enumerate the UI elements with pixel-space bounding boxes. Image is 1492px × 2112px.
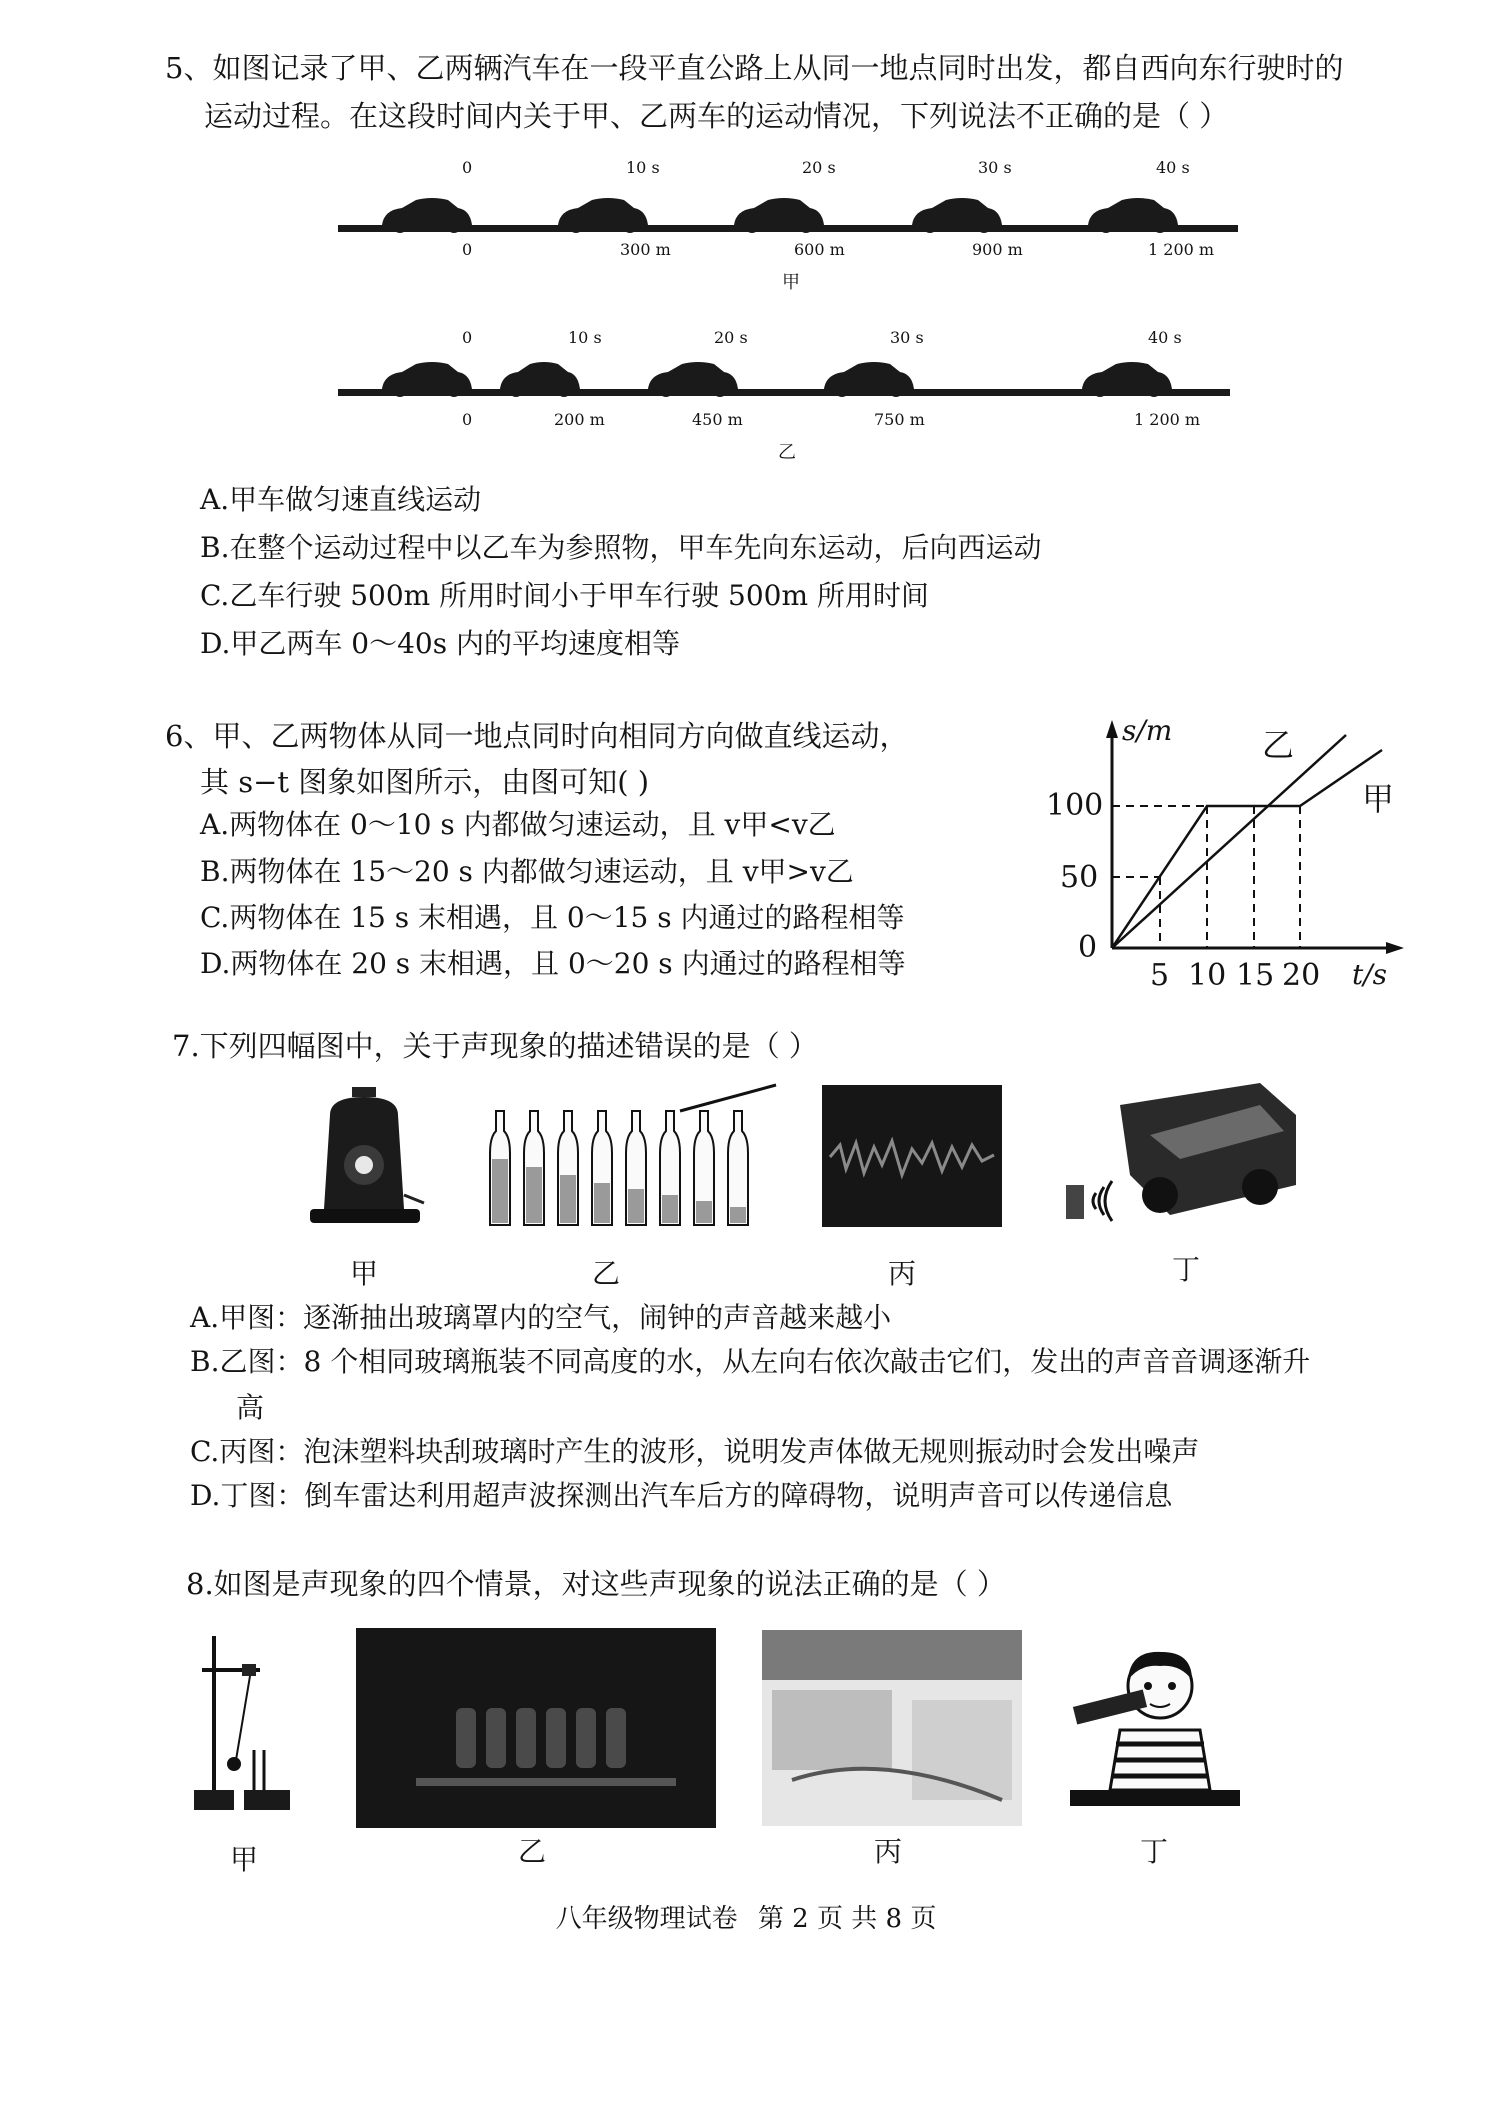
reversing-radar-image bbox=[1060, 1075, 1300, 1235]
yi-time-20: 20 s bbox=[714, 328, 748, 347]
q6-option-b: B.两物体在 15～20 s 内都做匀速运动，且 v甲>v乙 bbox=[200, 855, 854, 888]
q5-option-a: A.甲车做匀速直线运动 bbox=[200, 483, 482, 516]
q6-st-graph bbox=[1030, 710, 1430, 1000]
series-yi-line bbox=[1112, 735, 1346, 948]
jia-dist-300: 300 m bbox=[620, 240, 671, 259]
water-bottles-image bbox=[480, 1075, 780, 1235]
x-tick-15: 15 bbox=[1236, 958, 1275, 993]
q8-caption-jia: 甲 bbox=[230, 1843, 259, 1876]
bell-jar-clock-image bbox=[300, 1085, 430, 1235]
x-axis-label: t/s bbox=[1352, 958, 1388, 991]
q6-option-c: C.两物体在 15 s 末相遇，且 0～15 s 内通过的路程相等 bbox=[200, 901, 905, 934]
noise-waveform-image bbox=[822, 1085, 1002, 1227]
jia-time-30: 30 s bbox=[978, 158, 1012, 177]
q6-option-a: A.两物体在 0～10 s 内都做匀速运动，且 v甲<v乙 bbox=[200, 808, 836, 841]
q7-caption-bing: 丙 bbox=[888, 1257, 917, 1290]
footer-exam-title: 八年级物理试卷 bbox=[555, 1904, 738, 1934]
jia-dist-0: 0 bbox=[462, 240, 473, 259]
yi-dist-750: 750 m bbox=[874, 410, 925, 429]
q8-caption-bing: 丙 bbox=[874, 1835, 903, 1868]
q8-caption-yi: 乙 bbox=[518, 1835, 547, 1868]
yi-dist-450: 450 m bbox=[692, 410, 743, 429]
q7-caption-yi: 乙 bbox=[592, 1257, 621, 1290]
page-footer bbox=[0, 1898, 1492, 1935]
q7-stem: 7.下列四幅图中，关于声现象的描述错误的是（ ） bbox=[172, 1029, 818, 1063]
x-tick-5: 5 bbox=[1150, 958, 1170, 993]
q7-option-b-cont: 高 bbox=[236, 1391, 265, 1424]
jia-dist-1200: 1 200 m bbox=[1148, 240, 1215, 259]
x-tick-20: 20 bbox=[1282, 958, 1321, 993]
y-axis-label: s/m bbox=[1122, 714, 1173, 747]
yi-time-10: 10 s bbox=[568, 328, 602, 347]
q5-stem-line2: 运动过程。在这段时间内关于甲、乙两车的运动情况，下列说法不正确的是（ ） bbox=[204, 99, 1229, 133]
boy-listening-image bbox=[1070, 1640, 1240, 1820]
yi-time-30: 30 s bbox=[890, 328, 924, 347]
jia-dist-900: 900 m bbox=[972, 240, 1023, 259]
sound-scene-photo-image bbox=[762, 1630, 1022, 1826]
y-tick-100: 100 bbox=[1046, 788, 1104, 823]
y-tick-0: 0 bbox=[1078, 930, 1098, 965]
jia-time-0: 0 bbox=[462, 158, 473, 177]
footer-page-number: 第 2 页 共 8 页 bbox=[757, 1904, 937, 1934]
jia-label: 甲 bbox=[782, 272, 800, 293]
q7-caption-jia: 甲 bbox=[350, 1257, 379, 1290]
q7-caption-ding: 丁 bbox=[1172, 1253, 1201, 1286]
q5-option-b: B.在整个运动过程中以乙车为参照物，甲车先向东运动，后向西运动 bbox=[200, 531, 1042, 564]
q7-option-d: D.丁图：倒车雷达利用超声波探测出汽车后方的障碍物，说明声音可以传递信息 bbox=[190, 1479, 1173, 1512]
q7-option-b: B.乙图：8 个相同玻璃瓶装不同高度的水，从左向右依次敲击它们，发出的声音音调逐渐升 bbox=[190, 1345, 1311, 1378]
tuning-fork-pendulum-image bbox=[190, 1630, 300, 1820]
x-tick-10: 10 bbox=[1188, 958, 1227, 993]
series-jia-line bbox=[1112, 750, 1382, 948]
yi-label: 乙 bbox=[778, 442, 796, 463]
q5-stem-line1: 5、如图记录了甲、乙两辆汽车在一段平直公路上从同一地点同时出发，都自西向东行驶时的 bbox=[165, 51, 1344, 85]
jia-time-10: 10 s bbox=[626, 158, 660, 177]
q7-option-a: A.甲图：逐渐抽出玻璃罩内的空气，闹钟的声音越来越小 bbox=[190, 1301, 892, 1334]
y-tick-50: 50 bbox=[1060, 860, 1099, 895]
q5-yi-diagram bbox=[330, 320, 1250, 463]
jia-time-20: 20 s bbox=[802, 158, 836, 177]
q5-option-d: D.甲乙两车 0～40s 内的平均速度相等 bbox=[200, 627, 680, 660]
bells-photo-image bbox=[356, 1628, 716, 1828]
yi-time-40: 40 s bbox=[1148, 328, 1182, 347]
q5-jia-diagram bbox=[330, 150, 1250, 293]
q5-option-c: C.乙车行驶 500m 所用时间小于甲车行驶 500m 所用时间 bbox=[200, 579, 929, 612]
yi-time-0: 0 bbox=[462, 328, 473, 347]
q8-stem: 8.如图是声现象的四个情景，对这些声现象的说法正确的是（ ） bbox=[186, 1567, 1006, 1601]
q7-option-c: C.丙图：泡沫塑料块刮玻璃时产生的波形，说明发声体做无规则振动时会发出噪声 bbox=[190, 1435, 1200, 1468]
yi-dist-0: 0 bbox=[462, 410, 473, 429]
jia-time-40: 40 s bbox=[1156, 158, 1190, 177]
jia-dist-600: 600 m bbox=[794, 240, 845, 259]
series-yi-label: 乙 bbox=[1262, 726, 1295, 764]
q8-caption-ding: 丁 bbox=[1140, 1835, 1169, 1868]
q6-option-d: D.两物体在 20 s 末相遇，且 0～20 s 内通过的路程相等 bbox=[200, 947, 906, 980]
series-jia-label: 甲 bbox=[1362, 780, 1395, 818]
yi-dist-1200: 1 200 m bbox=[1134, 410, 1201, 429]
q6-stem-line2: 其 s−t 图象如图所示，由图可知( ) bbox=[200, 765, 650, 799]
yi-dist-200: 200 m bbox=[554, 410, 605, 429]
q6-stem-line1: 6、甲、乙两物体从同一地点同时向相同方向做直线运动， bbox=[165, 719, 909, 753]
